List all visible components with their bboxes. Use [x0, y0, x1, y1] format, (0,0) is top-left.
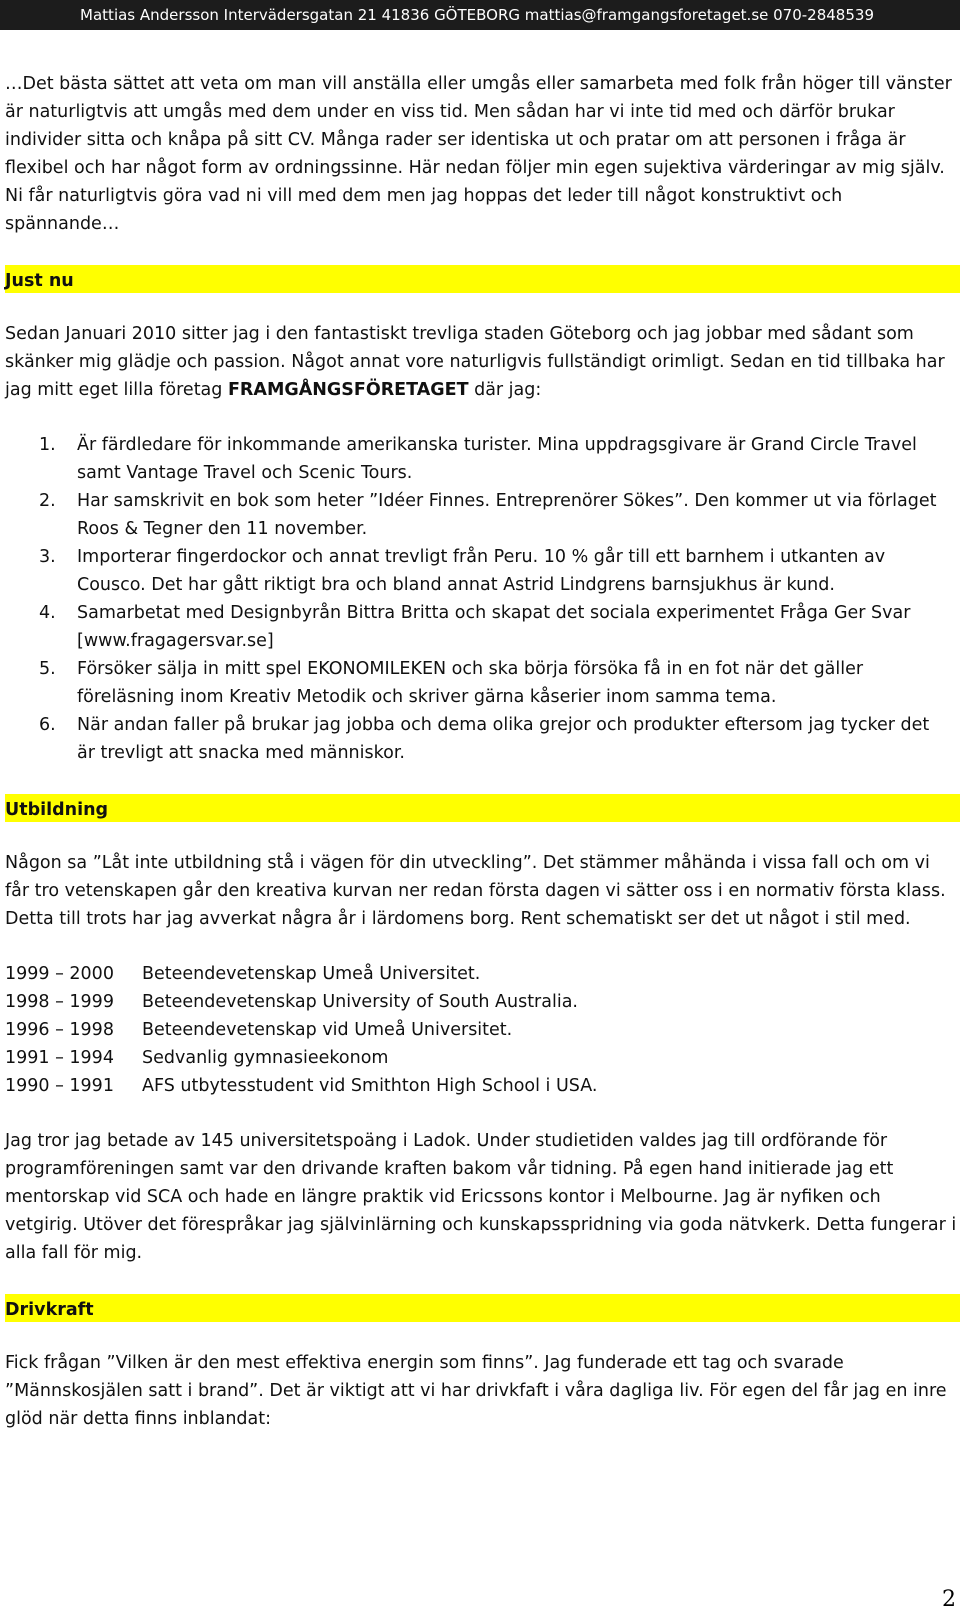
section-heading-drivkraft: Drivkraft — [5, 1294, 960, 1322]
contact-line: Mattias Andersson Intervädersgatan 21 41836 GÖTEBORG mattias@framgangsforetaget.se 070-2848539 — [80, 6, 874, 24]
list-item: 4. Samarbetat med Designbyrån Bittra Britta och skapat det sociala experimentet Fråga Ger Svar [www.fragagersvar.se] — [39, 603, 911, 651]
education-list — [5, 960, 957, 1100]
education-row: 1990 – 1991 AFS utbytesstudent vid Smithton High School i USA. — [5, 1076, 598, 1096]
education-row: 1999 – 2000 Beteendevetenskap Umeå Universitet. — [5, 964, 481, 984]
education-row: 1996 – 1998 Beteendevetenskap vid Umeå Universitet. — [5, 1020, 513, 1040]
section-heading-just-nu: Just nu — [5, 265, 960, 293]
utbildning-paragraph: Någon sa ”Låt inte utbildning stå i vägen för din utveckling”. Det stämmer måhända i vissa fall och om vi får tro vetenskapen går den kreativa kurvan ner redan första dagen vi sätter oss i en normativ första klass. Detta till trots har jag avverkat några år i lärdomens borg. Rent schematiskt ser det ut något i stil med. — [5, 853, 946, 929]
list-item: 2. Har samskrivit en bok som heter ”Idéer Finnes. Entreprenörer Sökes”. Den kommer ut via förlaget Roos & Tegner den 11 november. — [39, 491, 937, 539]
list-item: 1. Är färdledare för inkommande amerikanska turister. Mina uppdragsgivare är Grand Circle Travel samt Vantage Travel och Scenic Tours. — [39, 435, 917, 483]
section-heading-utbildning: Utbildning — [5, 794, 960, 822]
header-contact-bar — [0, 0, 960, 30]
list-item: 3. Importerar fingerdockor och annat trevligt från Peru. 10 % går till ett barnhem i utkanten av Cousco. Det har gått riktigt bra och bland annat Astrid Lindgrens barnsjukhus är kund. — [39, 547, 886, 595]
page-number: 2 — [942, 1587, 956, 1612]
education-row: 1991 – 1994 Sedvanlig gymnasieekonom — [5, 1048, 389, 1068]
company-name: FRAMGÅNGSFÖRETAGET — [227, 380, 469, 400]
document-body — [5, 70, 957, 1433]
just-nu-paragraph: Sedan Januari 2010 sitter jag i den fantastiskt trevliga staden Göteborg och jag jobbar med sådant som skänker mig glädje och passion. Något annat vore naturligvis fullständigt orimligt. Sedan en tid tillbaka har jag mitt eget lilla företag FRAMGÅNGSFÖRETAGET där jag: — [5, 324, 945, 400]
list-item: 5. Försöker sälja in mitt spel EKONOMILEKEN och ska börja försöka få in en fot när det gäller föreläsning inom Kreativ Metodik och skriver gärna kåserier inom samma tema. — [39, 659, 864, 707]
activity-list — [5, 431, 957, 767]
utbildning-paragraph-2: Jag tror jag betade av 145 universitetspoäng i Ladok. Under studietiden valdes jag till ordförande för programföreningen samt var den drivande kraften bakom vår tidning. På egen hand initierade jag ett mentorskap vid SCA och hade en längre praktik vid Ericssons kontor i Melbourne. Jag är nyfiken och vetgirig. Utöver det förespråkar jag självinlärning och kunskapsspridning via goda nätvkerk. Detta fungerar i alla fall för mig. — [5, 1131, 957, 1263]
list-item: 6. När andan faller på brukar jag jobba och dema olika grejor och produkter eftersom jag tycker det är trevligt att snacka med människor. — [39, 715, 930, 763]
intro-paragraph: …Det bästa sättet att veta om man vill anställa eller umgås eller samarbeta med folk från höger till vänster är naturligtvis att umgås med dem under en viss tid. Men sådan har vi inte tid med och därför brukar individer sitta och knåpa på sitt CV. Många rader ser identiska ut och pratar om att personen i fråga är flexibel och har något form av ordningssinne. Här nedan följer min egen sujektiva värderingar av mig själv. Ni får naturligtvis göra vad ni vill med dem men jag hoppas det leder till något konstruktivt och spännande… — [5, 74, 952, 234]
drivkraft-paragraph: Fick frågan ”Vilken är den mest effektiva energin som finns”. Jag funderade ett tag och svarade ”Männskosjälen satt i brand”. Det är viktigt att vi har drivkfaft i våra dagliga liv. För egen del får jag en inre glöd när detta finns inblandat: — [5, 1353, 947, 1429]
education-row: 1998 – 1999 Beteendevetenskap University of South Australia. — [5, 992, 578, 1012]
